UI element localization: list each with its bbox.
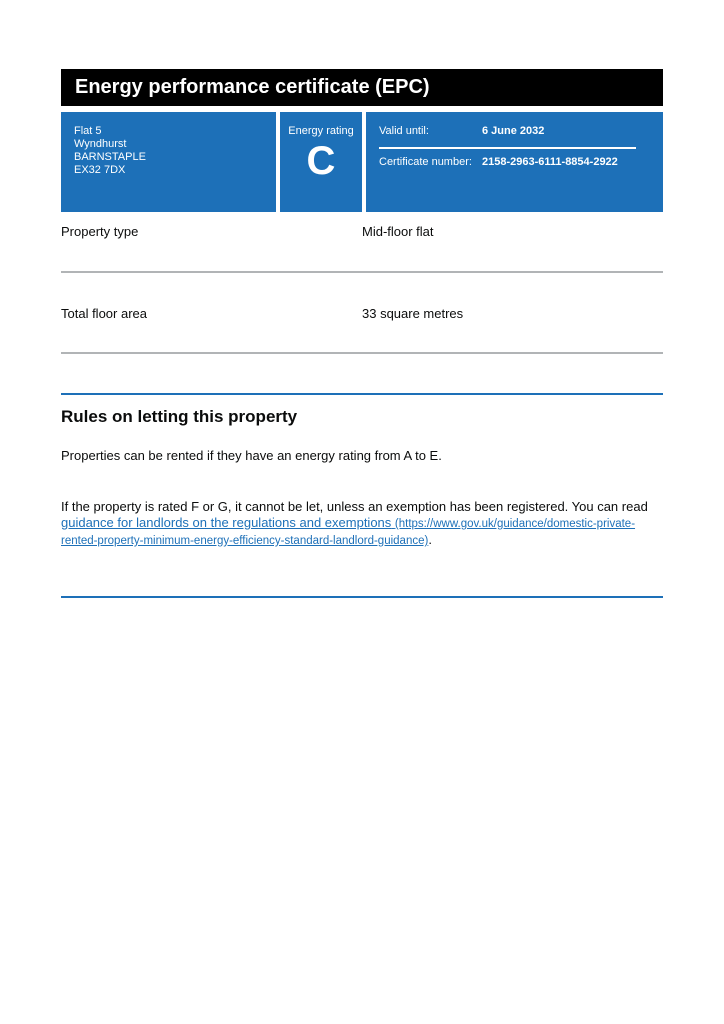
guidance-link-url[interactable]: (https://www.gov.uk/guidance/domestic-private-rented-property-minimum-energy-efficiency-standard-landlord-guidance) [61,518,636,547]
section-divider [61,596,663,598]
certificate-number-label: Certificate number: [379,156,472,168]
rules-paragraph-2-text: If the property is rated F or G, it cannot be let, unless an exemption has been registered. You can read [61,499,648,514]
guidance-link-text[interactable]: guidance for landlords on the regulations and exemptions [61,515,392,530]
guidance-link[interactable] [61,515,635,547]
divider [61,352,663,354]
energy-rating-panel [280,112,362,212]
certificate-divider [379,147,636,149]
certificate-panel [366,112,663,212]
property-type-label: Property type [61,224,139,239]
address-line-2: Wyndhurst [74,138,127,150]
floor-area-label: Total floor area [61,306,147,321]
energy-rating-value: C [306,139,336,183]
rules-heading: Rules on letting this property [61,407,298,426]
valid-until-label: Valid until: [379,125,429,137]
rules-paragraph-2 [61,499,665,549]
rules-paragraph-1: Properties can be rented if they have an energy rating from A to E. [61,448,442,463]
divider [61,271,663,273]
address-panel [61,112,276,212]
floor-area-value: 33 square metres [362,306,464,321]
address-line-3: BARNSTAPLE [74,151,146,163]
section-divider [61,393,663,395]
valid-until-value: 6 June 2032 [482,125,545,137]
page-title: Energy performance certificate (EPC) [61,69,663,106]
rules-paragraph-2-end: . [428,532,432,547]
address-line-1: Flat 5 [74,125,102,137]
property-type-value: Mid-floor flat [362,224,434,239]
certificate-number-value: 2158-2963-6111-8854-2922 [482,156,618,168]
address-postcode: EX32 7DX [74,164,126,176]
energy-rating-label: Energy rating [288,125,354,137]
